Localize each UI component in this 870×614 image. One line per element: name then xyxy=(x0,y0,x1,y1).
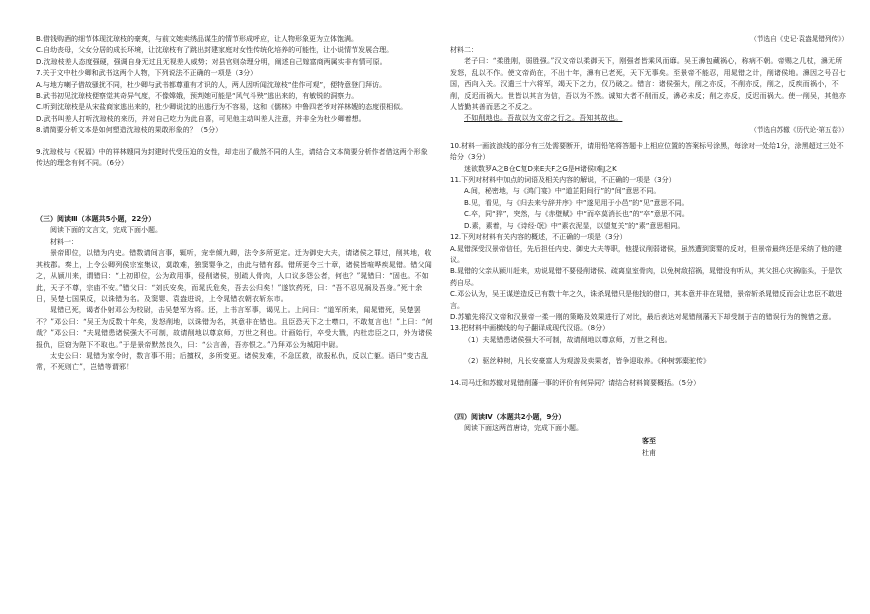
material2-underlined-line: 不如削地也。吾故以为文帝之行之。吾知其故也。 xyxy=(464,114,623,123)
q13-stem: 13.把材料中画横线的句子翻译成现代汉语。（8分） xyxy=(450,324,610,333)
q6-option-c: C.自幼丧母，父女分居的成长环境，让沈琼枝有了跳出封建家庭对女性传统化培养的可能性，让小说情节发展合理。 xyxy=(36,46,394,55)
section3-instruction: 阅读下面的文言文，完成下面小题。 xyxy=(50,226,162,235)
source-1: （节选自《史记·袁盎晁错列传》） xyxy=(750,35,848,43)
q7-option-d: D.武书叫差人打听沈琼枝的来历，并对自己吃力为此自喜，可见他主动叫差人注意，并非全为杜少卿着想。 xyxy=(36,114,366,123)
poem-author: 杜甫 xyxy=(642,449,656,458)
q6-option-d: D.沈琼枝差人态度强硬，强调自身无过且无视差人威势；对县官则杂理分明，阐述自己嫁富商两属实非有情可原。 xyxy=(36,57,387,66)
q12-option-b: B.晁错的父亲从颍川赶来，劝说晁错不要侵削诸侯、疏离皇室骨肉，以免树敌招祸，晁错没有听从，其父担心灾祸临头，于是饮药自尽。 xyxy=(450,267,843,287)
q13-item-1: （1）夫晁错患诸侯强大不可制，故请削地以尊京师，万世之利也。 xyxy=(464,335,672,344)
left-column xyxy=(36,34,434,374)
q11-option-b: B.见，看见，与《归去来兮辞并序》中“遂见用于小邑”的“见”意思不同。 xyxy=(464,198,689,207)
material1-paragraph-1: 景帝即位，以错为内史。错数请间言事，辄听，宠幸倾九卿，法令多所更定。迁为御史大夫，请诸侯之罪过，削其地，收其枝郡。奏上，上令公卿列侯宗室集议，莫敢难，独窦婴争之，由此与错有郄。错所更令三十章，诸侯皆喧哗疾晁错。错父闻之，从颍川来，谓错曰：“上初即位，公为政用事，侵削诸侯，别疏人骨肉，人口议多怨公者，何也？”晁错曰：“固也。不如此，天子不尊，宗庙不安。”错父曰：“刘氏安矣，而晁氏危矣，吾去公归矣！”遂饮药死，曰：“吾不忍见祸及吾身。”死十余日，吴楚七国果反，以诛错为名。及窦婴、袁盎进说，上令晁错衣朝衣斩东市。 xyxy=(36,249,432,303)
q11-option-c: C.卒，同“猝”，突然，与《赤壁赋》中“而卒莫消长也”的“卒”意思不同。 xyxy=(464,210,689,219)
right-column xyxy=(450,34,848,460)
poem-title: 客至 xyxy=(642,436,656,446)
section4-instruction: 阅读下面这两首唐诗，完成下面小题。 xyxy=(464,423,583,432)
q14-stem: 14.司马迁和苏辙对晁错削藩一事的评价有何异同？请结合材料简要概括。（5分） xyxy=(450,378,701,387)
q7-option-a: A.与地方喇子借故骚扰不同，杜少卿与武书都尊重有才识的人，两人因听闻沈琼枝“佳作可观”，便特意登门拜访。 xyxy=(36,80,387,89)
q9-stem: 9.沈琼枝与《祝福》中的祥林嫂同为封建时代受压迫的女性，却走出了截然不同的人生，请结合文本简要分析作者借这两个形象传达的理念有何不同。（6分） xyxy=(36,147,428,168)
q12-option-a: A.晁错深受汉景帝信任，先后担任内史、御史大夫等职，他提议削弱诸侯，虽然遭到窦婴的反对，但景帝最终还是采纳了他的建议。 xyxy=(450,244,842,264)
q6-option-b: B.借钱购酒的细节体现沈琼枝的豪爽，与前文她卖绣品谋生的情节形成呼应，让人物形象更为立体饱满。 xyxy=(36,35,359,43)
q10-stem: 10.材料一画波浪线的部分有三处需要断开，请用铅笔将答题卡上相应位置的答案标号涂黑，每涂对一处给1分，涂黑超过三处不给分（3分） xyxy=(450,141,844,162)
q12-option-d: D.苏辙先将汉文帝和汉景帝一柔一刚的策略及效果进行了对比，最后表达对晁错削藩天下却受制于吉的错误行为的惋惜之意。 xyxy=(450,312,836,321)
q12-stem: 12.下列对材料有关内容的概述，不正确的一项是（3分） xyxy=(450,233,627,242)
q11-option-a: A.间，秘密地，与《鸿门宴》中“道芷阳间行”的“间”意思不同。 xyxy=(464,187,661,196)
material2-paragraph-1: 老子曰：“柔胜刚，弱胜强。”汉文帝以柔御天下，刚强者皆乘风而靡。吴王濞包藏祸心，称病不朝。帝赐之几杖，濞无所发怒，乱以不作。使文帝尚在，不出十年，濞有已老死，天下无事矣。至景帝不能忍，用晁错之计，削诸侯地。濞因之号召七国，西向入关。汉遣三十六将军，竭天下之力，仅乃破之。错言：诸侯强大，削之亦反，不削亦反，削之，反疾而祸小，不削，反迟而祸大。世皆以其言为信，吾以为不然。诚知大者不削而反，濞必未反；削之亦反，反迟而祸大。使一削吴，其他亦人皆勤其善而恶之不反之。 xyxy=(450,57,846,112)
q11-option-d: D.素，素着，与《诗经·氓》中“素衣泥显，以望复关”的“素”意思相同。 xyxy=(464,221,685,230)
q7-stem: 7.关于文中杜少卿和武书这两个人物，下列说法不正确的一项是（3分） xyxy=(36,69,258,78)
material1-paragraph-3: 太史公曰：晁错为家令时，数言事不用；后擅权，多所变更。诸侯发难，不急匡救，欲报私仇，反以亡躯。语曰“变古乱常，不死则亡”，岂错等谓邪！ xyxy=(36,351,429,372)
q12-option-c: C.邓公认为，吴王谋逆造反已有数十年之久，诛杀晁错只是他找的借口，其本意并非在晁错，景帝斩杀晁错反而会让忠臣不敢进言。 xyxy=(450,290,843,310)
q7-option-b: B.武书初见沈琼枝便察觉其奇异气度，不像嫦娥，预判她可能是“风气斗殃”逃出来的，有敏锐的洞察力。 xyxy=(36,92,359,101)
q13-item-2: （2）驱丝种树，凡长安豪富人为观游及卖果者，皆争迎取养。《种树郭橐驼传》 xyxy=(464,357,710,366)
q8-stem: 8.请简要分析文本是如何塑造沈琼枝的果敢形象的？（5分） xyxy=(36,126,223,135)
section3-title: （三）阅读Ⅲ（本题共5小题，22分） xyxy=(36,215,156,224)
q10-line: 迷欲数罗A之B仓C复D来E夫F之G是H诸侯I难J之K xyxy=(464,164,617,173)
material1-paragraph-2: 晁错已死，谒者仆射邓公为校尉，击吴楚军为将。还，上书言军事，谒见上。上问曰：“道军所来，闻晁错死，吴楚罢不？”邓公曰：“吴王为反数十年矣，发怒削地，以诛错为名，其意非在错也。且臣恐天下之士噤口，不敢复言也！”上曰：“何哉？”邓公曰：“夫晁错患诸侯强大不可制，故请削地以尊京师，万世之利也。计画始行，卒受大戮，内杜忠臣之口，外为诸侯报仇，臣窃为陛下不取也。”于是景帝默然良久，曰：“公言善，吾亦恨之。”乃拜邓公为城阳中尉。 xyxy=(36,306,433,349)
material1-label: 材料一： xyxy=(50,237,78,246)
q11-stem: 11.下列对材料中加点的词语及相关内容的解说，不正确的一项是（3分） xyxy=(450,176,676,185)
q7-option-c: C.听到沈琼枝是从宋盐商家逃出来的，杜少卿说沈的出逃行为不容易，这和《儒林》中鲁四老爷对祥林嫂的态度很相似。 xyxy=(36,103,408,112)
material2-label: 材料二： xyxy=(450,46,478,54)
section4-title: （四）阅读Ⅳ（本题共2小题，9分） xyxy=(450,412,566,421)
source-2: （节选自苏辙《历代论·第五卷》） xyxy=(750,125,848,134)
